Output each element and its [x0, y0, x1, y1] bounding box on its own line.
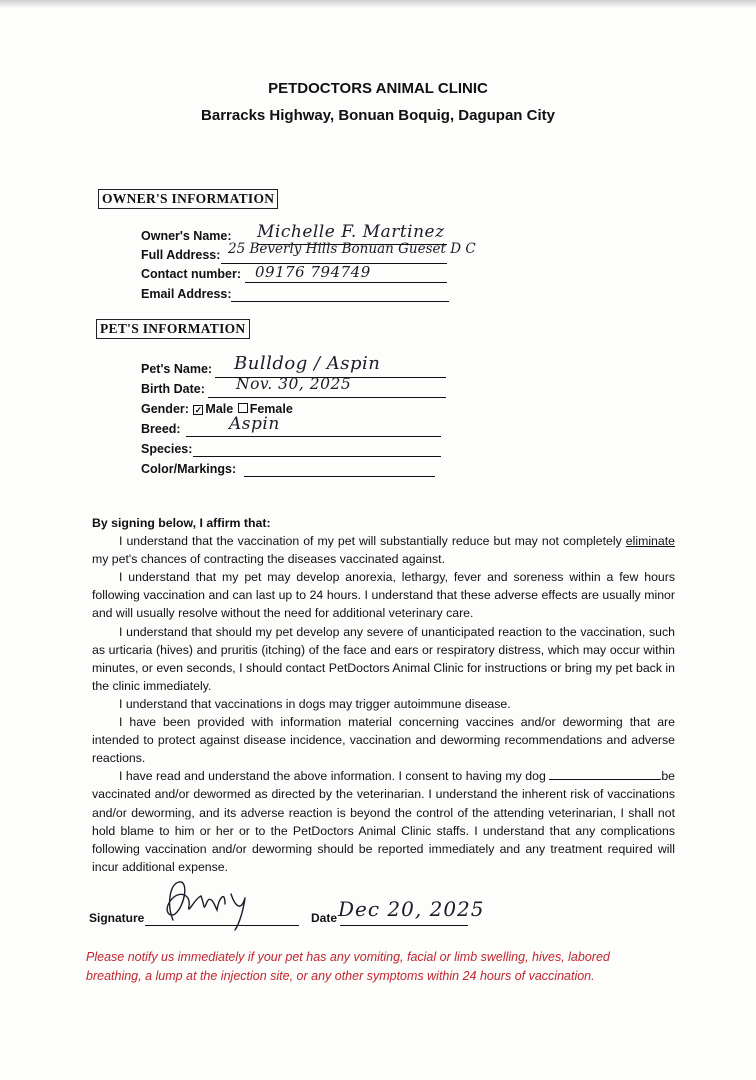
- date-value: Dec 20, 2025: [338, 897, 485, 921]
- birth-date-line[interactable]: [208, 397, 446, 398]
- clinic-address: Barracks Highway, Bonuan Boquig, Dagupan City: [201, 107, 555, 124]
- species-label: Species:: [141, 442, 193, 456]
- consent-paragraph-2: I understand that my pet may develop anorexia, lethargy, fever and soreness within a few hours following vaccination and can last up to 24 hours. I understand that these adverse effects are usually minor and will usually resolve without the need for additional veterinary care.: [92, 570, 675, 621]
- gender-label: Gender:: [141, 402, 189, 416]
- owner-name-label: Owner's Name:: [141, 229, 232, 243]
- breed-line[interactable]: [186, 436, 441, 437]
- date-label: Date: [311, 911, 338, 925]
- female-checkbox[interactable]: [238, 403, 248, 413]
- clinic-name: PETDOCTORS ANIMAL CLINIC: [268, 80, 488, 97]
- male-checkbox[interactable]: ✓: [194, 405, 203, 415]
- consent-p1-text: I understand that the vaccination of my pet will substantially reduce but may not completely: [119, 534, 626, 549]
- date-line[interactable]: [340, 925, 468, 926]
- consent-p6-text: I have read and understand the above information. I consent to having my dog: [119, 769, 550, 784]
- color-markings-label: Color/Markings:: [141, 462, 237, 476]
- consent-text: [92, 514, 675, 876]
- signature-scribble: [145, 876, 275, 932]
- contact-label: Contact number:: [141, 267, 241, 281]
- contact-value: 09176 794749: [255, 263, 371, 281]
- consent-paragraph-6: [92, 767, 675, 876]
- female-label: Female: [249, 402, 293, 416]
- species-line[interactable]: [193, 456, 441, 457]
- owner-name-value: Michelle F. Martinez: [257, 222, 445, 242]
- male-label: Male: [205, 402, 234, 416]
- consent-p1-underlined: eliminate: [625, 534, 675, 549]
- owner-section-title: OWNER'S INFORMATION: [98, 189, 278, 209]
- consent-paragraph-1: [92, 532, 675, 568]
- address-value: 25 Beverly Hills Bonuan Gueset D C: [228, 241, 476, 257]
- consent-heading: By signing below, I affirm that:: [92, 516, 271, 530]
- consent-paragraph-5: I have been provided with information material concerning vaccines and/or deworming that are intended to protect against disease incidence, vaccination and deworming recommendations and adverse reactions.: [92, 715, 675, 766]
- consent-paragraph-3: I understand that should my pet develop any severe of unanticipated reaction to the vaccination, such as urticaria (hives) and pruritis (itching) of the face and ears or respiratory distress, which may occur within minutes, or even seconds, I should contact PetDoctors Animal Clinic for instructions or bring my pet back in the clinic immediately.: [92, 624, 675, 693]
- scan-top-edge: [0, 0, 756, 8]
- pet-name-label: Pet's Name:: [141, 362, 213, 376]
- pet-section-title: PET'S INFORMATION: [96, 319, 250, 339]
- signature-label: Signature: [89, 911, 145, 925]
- breed-label: Breed:: [141, 422, 181, 436]
- consent-p6-text-end: be vaccinated and/or dewormed as directed by the veterinarian. I understand the inherent risk of vaccinations and/or deworming, and its adverse reaction is beyond the control of the attending veterinarian, I shall not hold blame to him or her or to the PetDoctors Animal Clinic staffs. I understand that any complications following vaccination and/or deworming should be reported immediately and any treatment required will incur additional expense.: [92, 769, 675, 874]
- email-label: Email Address:: [141, 287, 232, 301]
- address-label: Full Address:: [141, 248, 221, 262]
- color-markings-line[interactable]: [244, 476, 435, 477]
- breed-value: Aspin: [229, 414, 280, 434]
- birth-date-value: Nov. 30, 2025: [236, 375, 352, 393]
- contact-line[interactable]: [245, 282, 447, 283]
- consent-p1-text-end: my pet's chances of contracting the diseases vaccinated against.: [92, 552, 446, 567]
- pet-name-value: Bulldog / Aspin: [234, 353, 381, 374]
- dog-name-blank[interactable]: [549, 779, 661, 780]
- birth-date-label: Birth Date:: [141, 382, 205, 396]
- email-line[interactable]: [231, 301, 449, 302]
- footer-note: Please notify us immediately if your pet has any vomiting, facial or limb swelling, hives, labored breathing, a lump at the injection site, or any other symptoms within 24 hours of vaccination.: [86, 950, 610, 983]
- consent-paragraph-4: I understand that vaccinations in dogs may trigger autoimmune disease.: [119, 696, 511, 711]
